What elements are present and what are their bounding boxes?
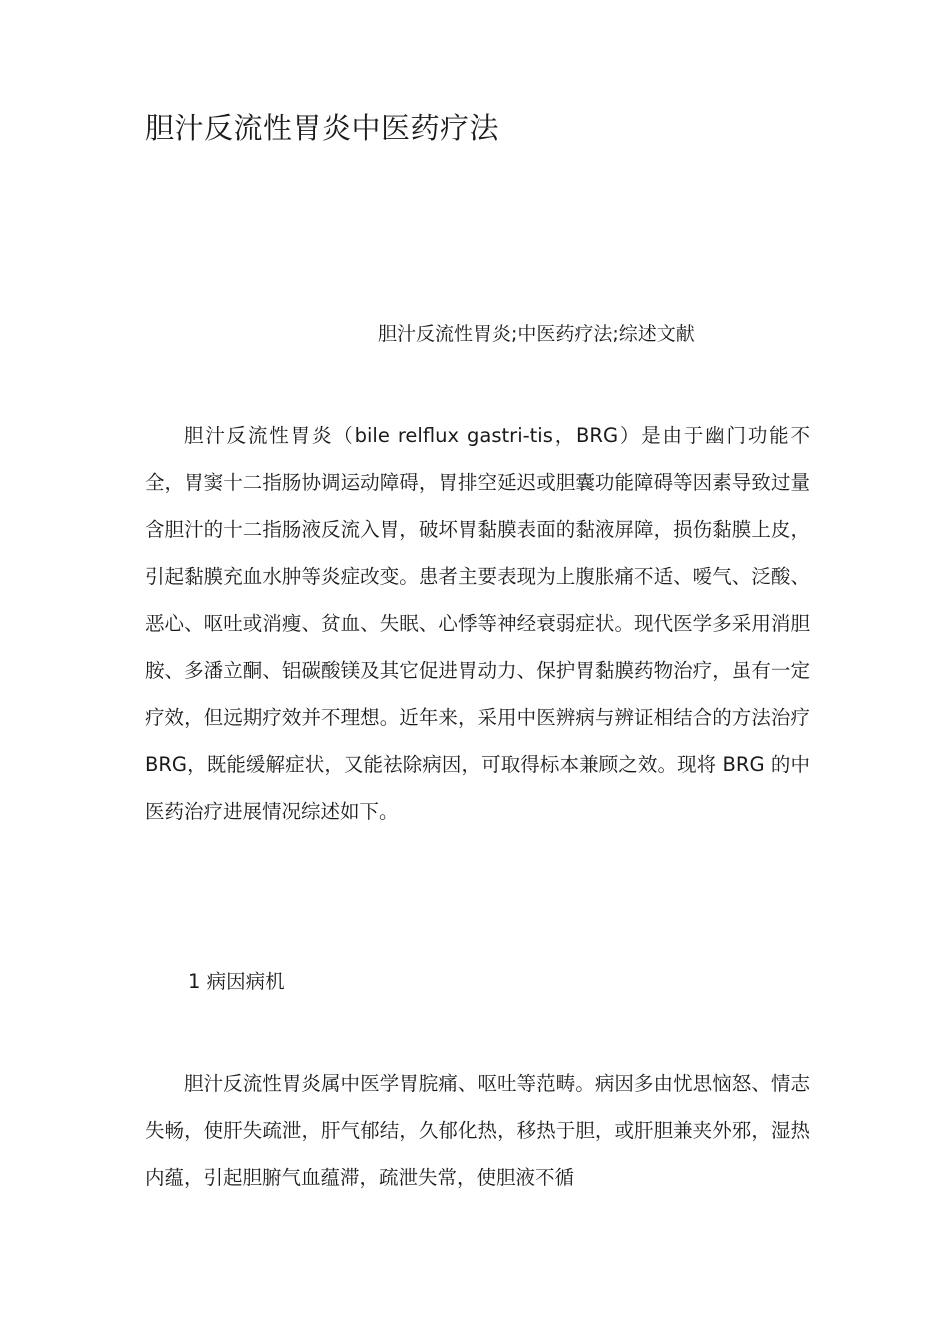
- etiology-paragraph: 胆汁反流性胃炎属中医学胃脘痛、呕吐等范畴。病因多由忧思恼怒、情志失畅，使肝失疏泄，肝气郁结，久郁化热，移热于胆，或肝胆兼夹外邪，湿热内蕴，引起胆腑气血蕴滞，疏泄失常，使胆液不循: [145, 1072, 810, 1189]
- document-title: 胆汁反流性胃炎中医药疗法: [145, 111, 500, 145]
- section-heading-etiology: 1 病因病机: [188, 970, 285, 993]
- intro-paragraph: 胆汁反流性胃炎（bile relflux gastri-tis，BRG）是由于幽门功能不全，胃窦十二指肠协调运动障碍，胃排空延迟或胆囊功能障碍等因素导致过量含胆汁的十二指肠液反流入胃，破坏胃黏膜表面的黏液屏障，损伤黏膜上皮，引起黏膜充血水肿等炎症改变。患者主要表现为上腹胀痛不适、嗳气、泛酸、恶心、呕吐或消瘦、贫血、失眠、心悸等神经衰弱症状。现代医学多采用消胆胺、多潘立酮、铝碳酸镁及其它促进胃动力、保护胃黏膜药物治疗，虽有一定疗效，但远期疗效并不理想。近年来，采用中医辨病与辨证相结合的方法治疗 BRG，既能缓解症状，又能祛除病因，可取得标本兼顾之效。现将 BRG 的中医药治疗进展情况综述如下。: [145, 424, 810, 823]
- keywords-line: 胆汁反流性胃炎;中医药疗法;综述文献: [378, 323, 695, 345]
